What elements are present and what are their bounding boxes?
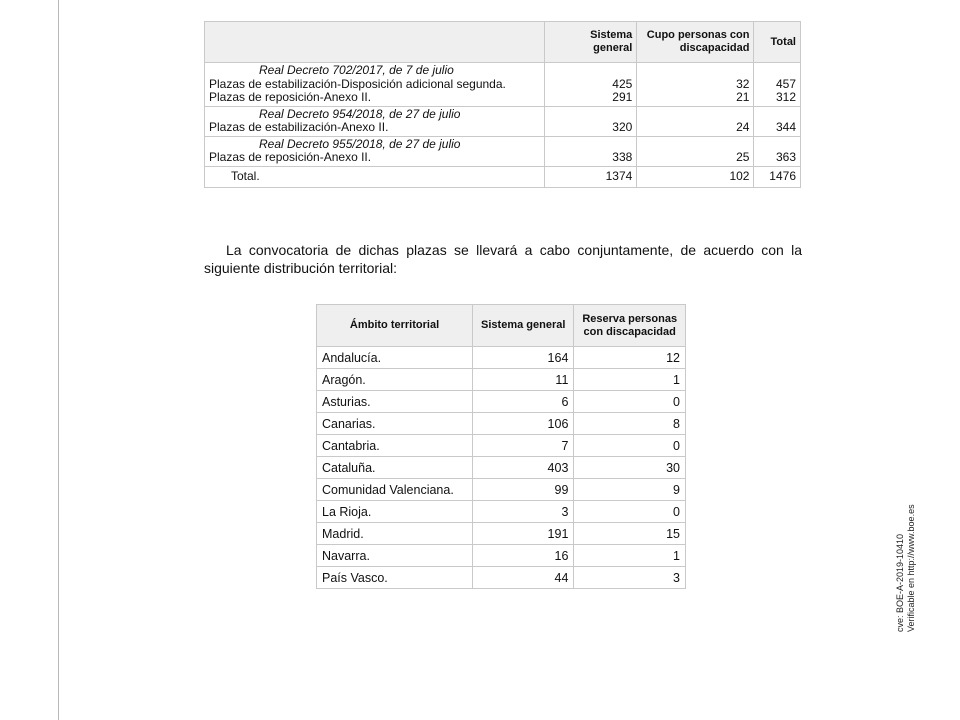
cell-cupo: 32	[736, 76, 750, 91]
cell-reserva: 8	[574, 413, 686, 435]
row-label: Plazas de reposición-Anexo II.	[209, 90, 372, 104]
cell-ambito: Cataluña.	[317, 457, 473, 479]
cell-sistema-general: 3	[473, 501, 574, 523]
cell-reserva: 0	[574, 501, 686, 523]
cell-reserva: 9	[574, 479, 686, 501]
cell-ambito: Asturias.	[317, 391, 473, 413]
header-reserva: Reserva personas con discapacidad	[574, 305, 686, 347]
cell-ambito: La Rioja.	[317, 501, 473, 523]
cve-side-note	[895, 504, 917, 632]
cell-ambito: Canarias.	[317, 413, 473, 435]
cell-cupo: 25	[736, 150, 750, 164]
verification-link[interactable]: Verificable en http://www.boe.es	[906, 504, 916, 632]
total-cupo: 102	[637, 166, 754, 187]
cell-sistema-general: 164	[473, 347, 574, 369]
row-label: Plazas de reposición-Anexo II.	[209, 150, 372, 164]
table-row	[317, 479, 686, 501]
cell-ambito: País Vasco.	[317, 567, 473, 589]
cell-sistema-general: 44	[473, 567, 574, 589]
group-title: Real Decreto 702/2017, de 7 de julio	[259, 63, 454, 77]
table-row	[317, 435, 686, 457]
group-title: Real Decreto 955/2018, de 27 de julio	[259, 136, 461, 151]
cell-sistema: 338	[612, 150, 633, 164]
cell-reserva: 30	[574, 457, 686, 479]
distribution-paragraph: La convocatoria de dichas plazas se llevará a cabo conjuntamente, de acuerdo con la siguiente distribución territorial:	[204, 242, 802, 276]
cell-ambito: Aragón.	[317, 369, 473, 391]
table-row	[317, 545, 686, 567]
cell-total: 312	[775, 90, 796, 104]
total-total: 1476	[754, 166, 801, 187]
header-empty	[205, 22, 545, 63]
plazas-table-header	[205, 22, 801, 63]
cell-reserva: 1	[574, 369, 686, 391]
cell-sistema-general: 16	[473, 545, 574, 567]
table-row	[317, 501, 686, 523]
header-sistema-general: Sistema general	[545, 22, 637, 63]
cell-sistema-general: 7	[473, 435, 574, 457]
group-rd-702-2017	[205, 63, 801, 107]
territorial-table	[316, 304, 686, 589]
table-row	[317, 347, 686, 369]
cell-total: 344	[775, 120, 796, 134]
table-row	[317, 523, 686, 545]
row-label: Plazas de estabilización-Disposición adicional segunda.	[209, 76, 506, 91]
header-sistema-general: Sistema general	[473, 305, 574, 347]
cell-sistema: 291	[612, 90, 633, 104]
table-row	[317, 369, 686, 391]
cell-sistema: 320	[612, 120, 633, 134]
cell-reserva: 1	[574, 545, 686, 567]
cell-total: 363	[775, 150, 796, 164]
group-title: Real Decreto 954/2018, de 27 de julio	[259, 106, 461, 121]
cell-sistema-general: 403	[473, 457, 574, 479]
table-row	[317, 567, 686, 589]
plazas-table	[204, 21, 801, 188]
group-rd-955-2018	[205, 136, 801, 166]
cell-total: 457	[775, 76, 796, 91]
territorial-table-header	[317, 305, 686, 347]
cell-sistema-general: 106	[473, 413, 574, 435]
header-cupo: Cupo personas con discapacidad	[637, 22, 754, 63]
cell-ambito: Comunidad Valenciana.	[317, 479, 473, 501]
table-row	[317, 457, 686, 479]
header-ambito: Ámbito territorial	[317, 305, 473, 347]
cell-sistema-general: 99	[473, 479, 574, 501]
cell-reserva: 15	[574, 523, 686, 545]
group-rd-954-2018	[205, 106, 801, 136]
cell-ambito: Andalucía.	[317, 347, 473, 369]
cell-cupo: 21	[736, 90, 750, 104]
cell-cupo: 24	[736, 120, 750, 134]
total-row	[205, 166, 801, 187]
cell-reserva: 0	[574, 435, 686, 457]
total-sistema: 1374	[545, 166, 637, 187]
total-label: Total.	[205, 166, 545, 187]
cell-sistema: 425	[612, 76, 633, 91]
cell-reserva: 3	[574, 567, 686, 589]
table-row	[317, 391, 686, 413]
cell-sistema-general: 11	[473, 369, 574, 391]
cell-ambito: Navarra.	[317, 545, 473, 567]
row-label: Plazas de estabilización-Anexo II.	[209, 120, 389, 134]
page-left-rule	[58, 0, 59, 720]
cell-ambito: Madrid.	[317, 523, 473, 545]
cell-sistema-general: 6	[473, 391, 574, 413]
cell-reserva: 0	[574, 391, 686, 413]
cve-code: cve: BOE-A-2019-10410	[895, 533, 905, 632]
cell-reserva: 12	[574, 347, 686, 369]
header-total: Total	[754, 22, 801, 63]
cell-ambito: Cantabria.	[317, 435, 473, 457]
table-row	[317, 413, 686, 435]
cell-sistema-general: 191	[473, 523, 574, 545]
